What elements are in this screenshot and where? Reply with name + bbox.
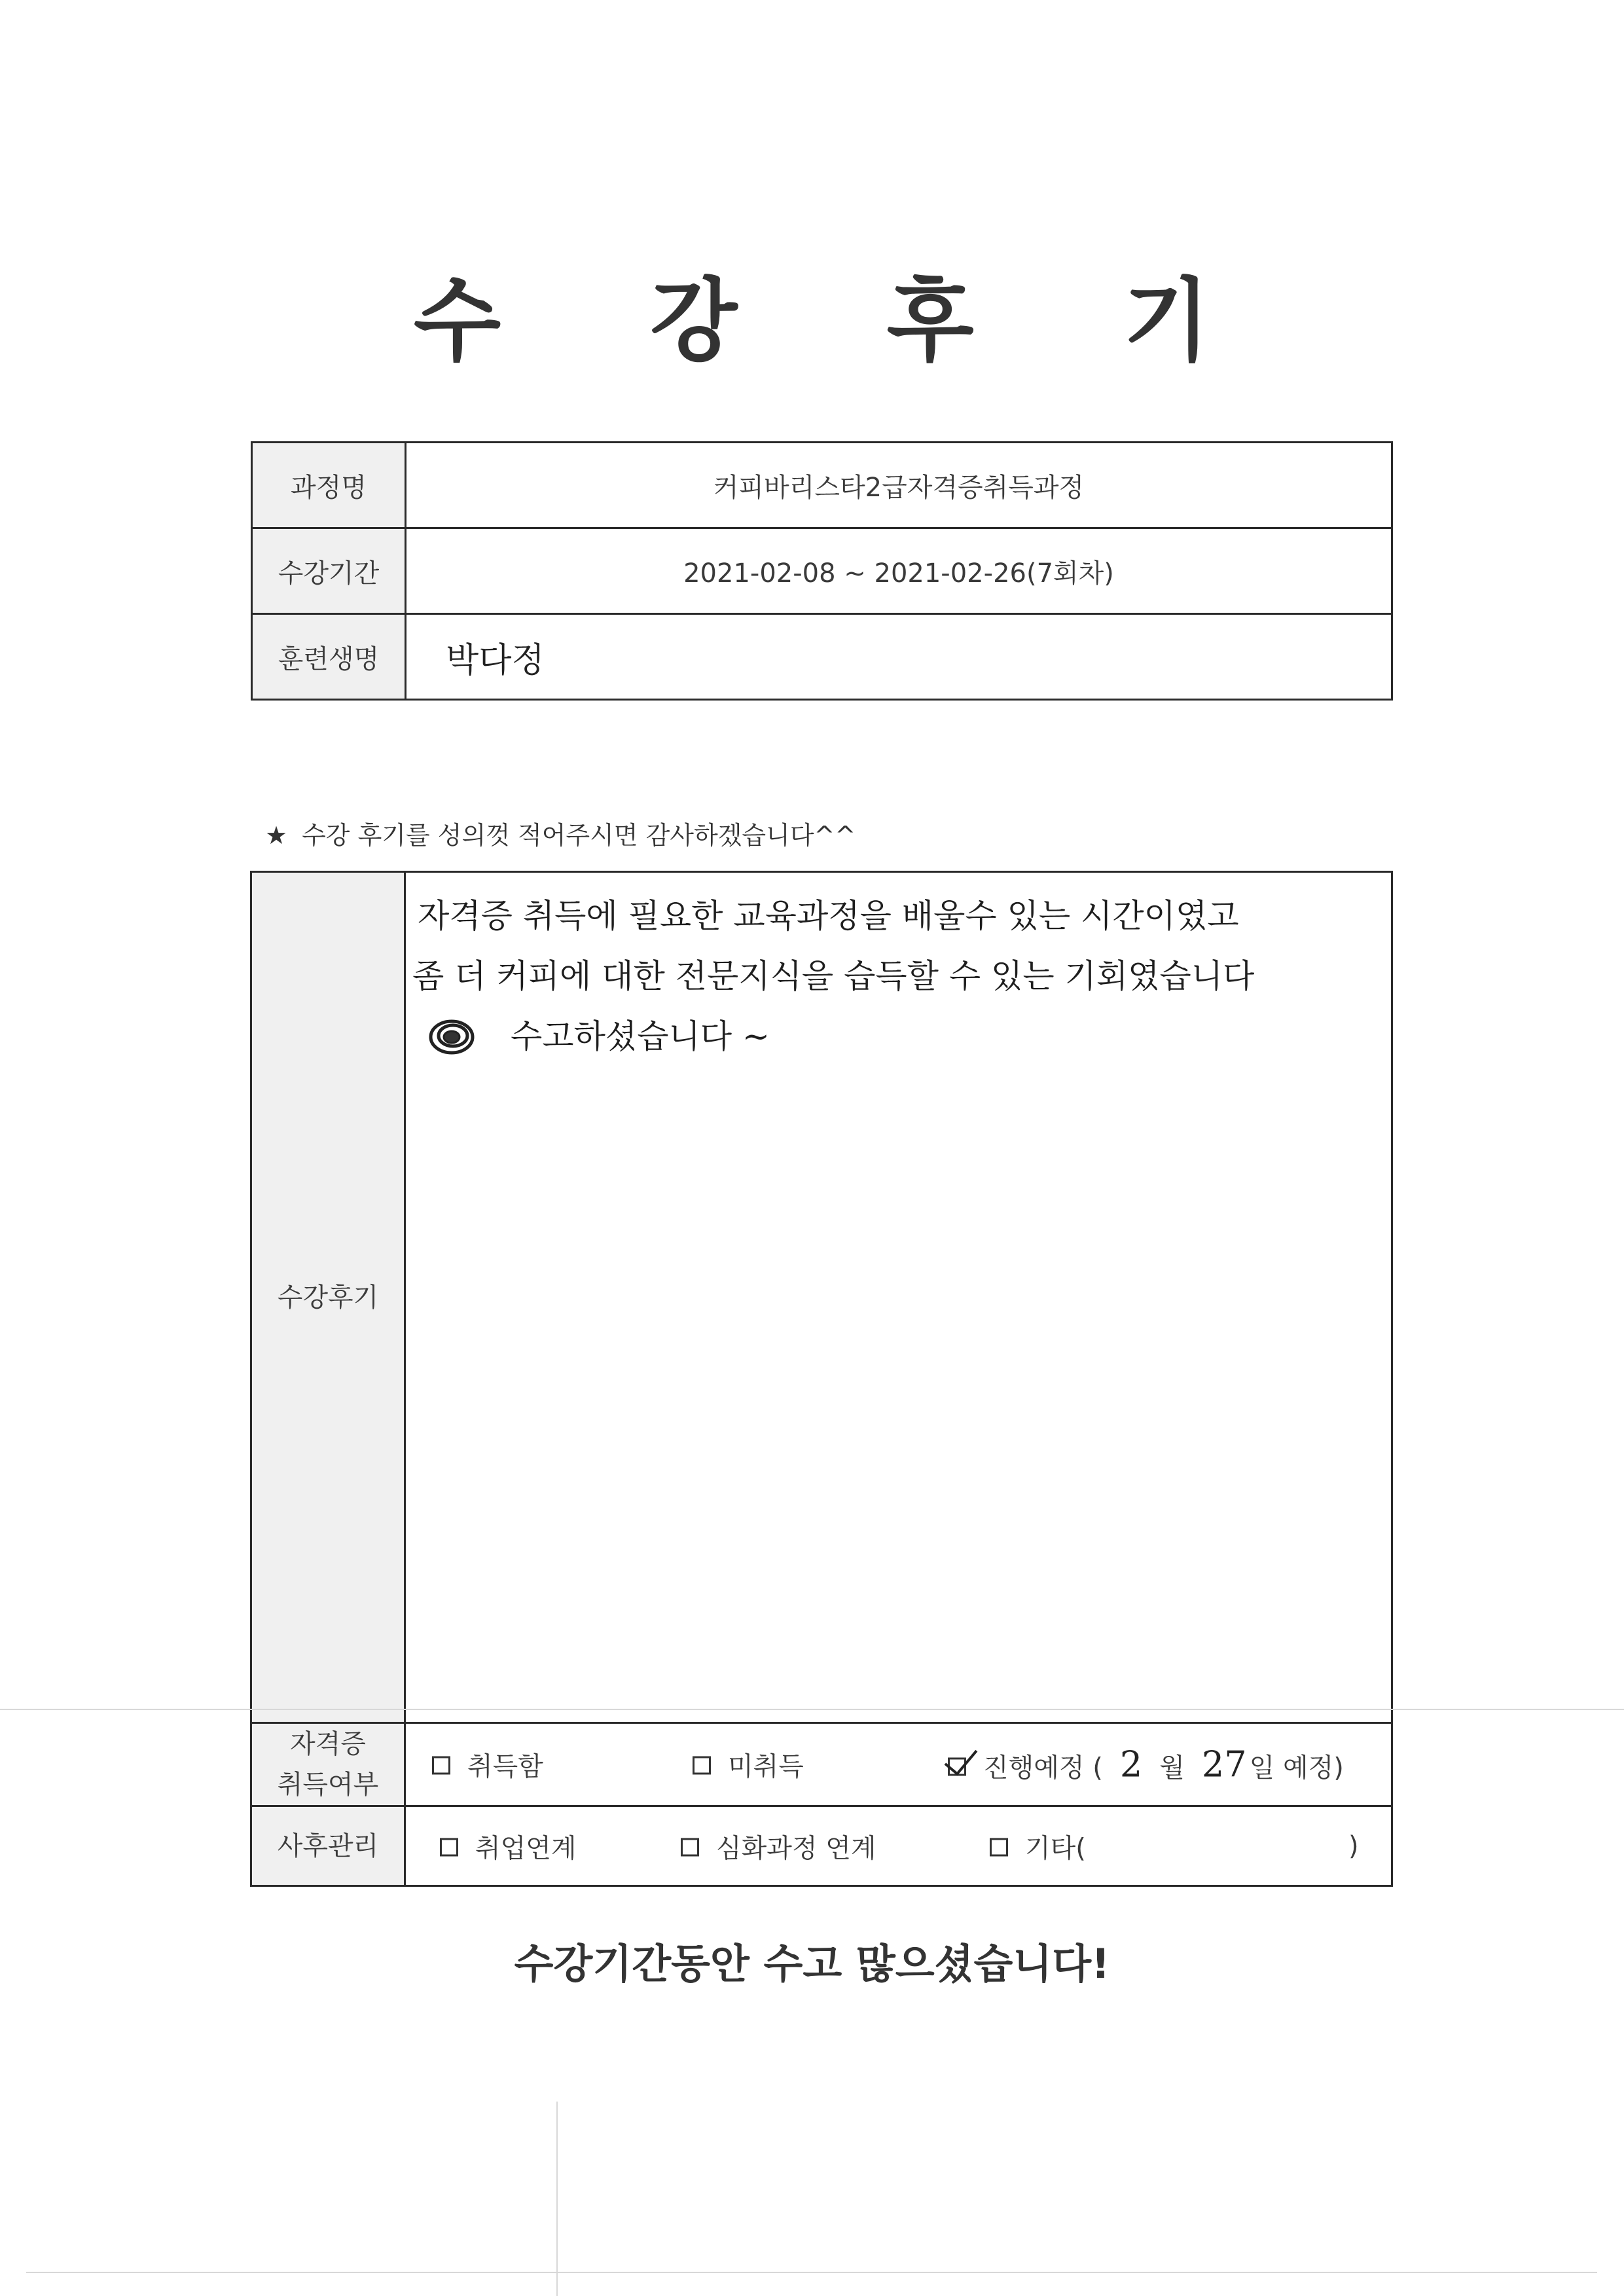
checkbox-acquired[interactable] [432,1757,450,1775]
period-value: 2021-02-08 ~ 2021-02-26(7회차) [406,528,1392,614]
trainee-signature: 박다정 [406,614,1392,700]
review-table [250,871,1393,1887]
review-line-3-wrap [406,1006,1391,1066]
review-label: 수강후기 [251,872,405,1723]
option-planned[interactable] [948,1744,1344,1785]
certificate-label-line1: 자격증 [290,1729,366,1759]
checkbox-advanced[interactable] [681,1838,699,1856]
checkbox-other[interactable] [990,1838,1008,1856]
option-other-label: 기타( [1025,1833,1086,1863]
option-advanced-label: 심화과정 연계 [716,1833,876,1863]
option-acquired-label: 취득함 [467,1751,543,1782]
star-icon: ★ [265,821,288,850]
closing-message: 수강기간동안 수고 많으셨습니다! [514,1940,1110,1988]
review-line-1: 자격증 취득에 필요한 교육과정을 배울수 있는 시간이였고 [418,897,1239,935]
day-suffix: 일 예정) [1249,1753,1344,1783]
planned-month: 2 [1119,1743,1143,1785]
review-content [405,872,1392,1723]
scan-artifact-line [26,2272,1597,2273]
trainee-row [252,614,1392,700]
course-name-value: 커피바리스타2급자격증취득과정 [406,443,1392,528]
review-row [251,872,1392,1723]
course-row [252,443,1392,528]
option-acquired[interactable] [432,1746,543,1783]
option-other-close: ) [1348,1831,1359,1861]
aftercare-row [251,1806,1392,1886]
certificate-row [251,1723,1392,1806]
period-label: 수강기간 [252,528,406,614]
checkbox-employment[interactable] [440,1838,458,1856]
checkbox-planned[interactable] [948,1758,966,1776]
scan-artifact-line [556,2102,558,2296]
document-title: 수 강 후 기 [413,268,1270,374]
course-info-table [251,441,1393,701]
trainee-label: 훈련생명 [252,614,406,700]
review-line-2: 좀 더 커피에 대한 전문지식을 습득할 수 있는 기회였습니다 [412,957,1255,995]
aftercare-label: 사후관리 [251,1806,405,1886]
option-advanced[interactable] [681,1827,876,1865]
review-request-text: 수강 후기를 성의껏 적어주시면 감사하겠습니다^^ [302,821,856,850]
month-label: 월 [1159,1753,1185,1783]
option-not-acquired[interactable] [693,1746,804,1783]
planned-day: 27 [1201,1743,1247,1785]
scan-artifact-line [0,1709,1624,1710]
option-not-acquired-label: 미취득 [728,1751,804,1782]
option-other[interactable] [990,1827,1086,1865]
period-row [252,528,1392,614]
option-planned-label: 진행예정 ( [983,1753,1103,1783]
option-employment-label: 취업연계 [475,1833,577,1863]
certificate-label [251,1723,405,1806]
certificate-label-line2: 취득여부 [277,1770,379,1800]
scribble-mark-icon [425,1013,484,1059]
aftercare-options [405,1806,1392,1886]
checkbox-not-acquired[interactable] [693,1757,711,1775]
certificate-options [405,1723,1392,1806]
course-name-label: 과정명 [252,443,406,528]
review-line-3: 수고하셨습니다 ~ [511,1017,770,1055]
review-request-note [265,815,856,851]
option-employment[interactable] [440,1827,577,1865]
